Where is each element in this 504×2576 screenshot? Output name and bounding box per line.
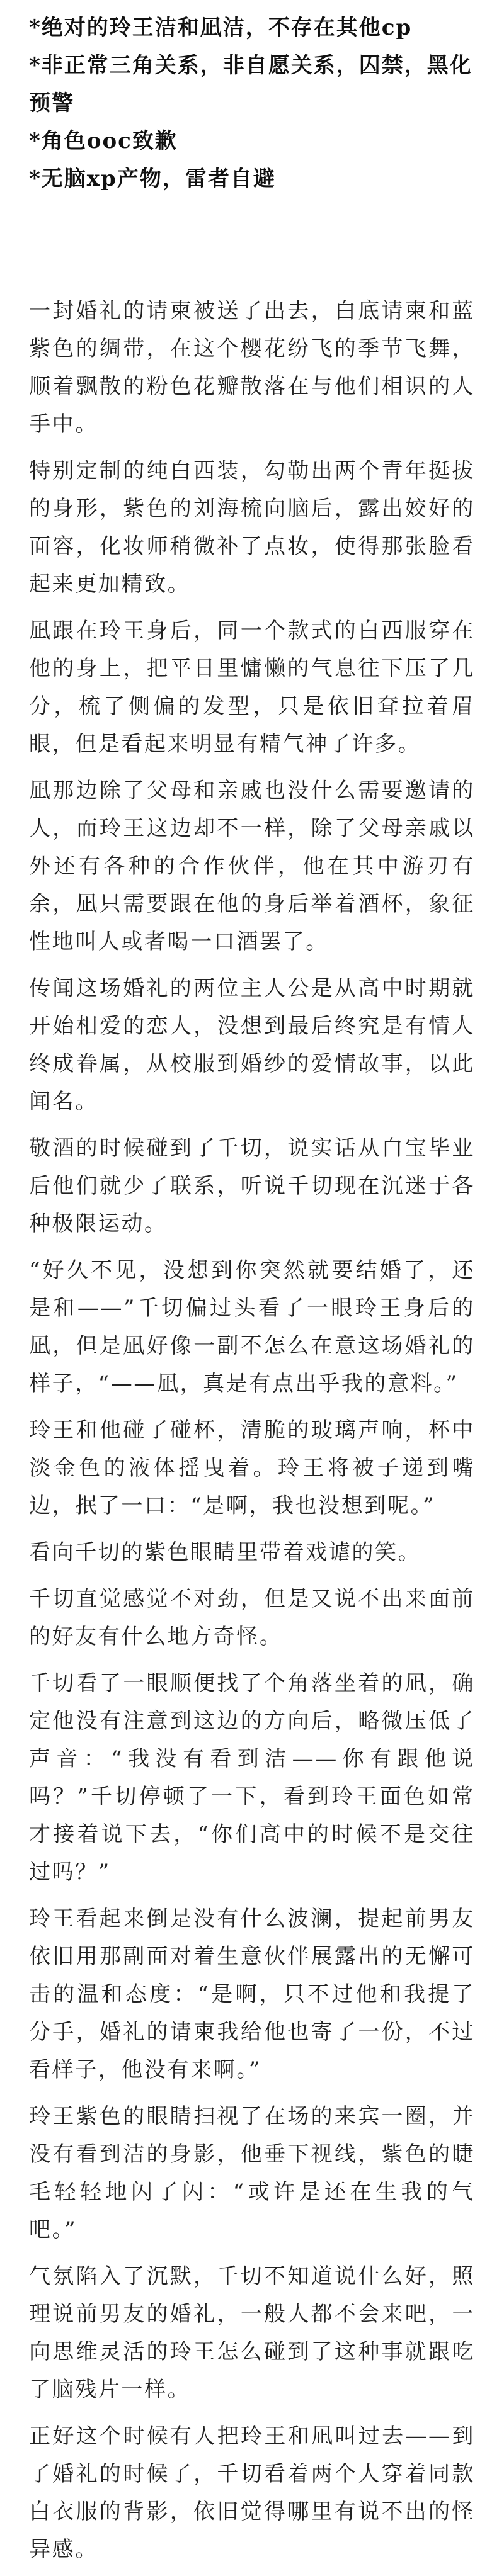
story-paragraph: 玲王和他碰了碰杯，清脆的玻璃声响，杯中淡金色的液体摇曳着。玲王将被子递到嘴边，抿了一口：“是啊，我也没想到呢。” bbox=[29, 1418, 475, 1518]
story-paragraph: 正好这个时候有人把玲王和凪叫过去——到了婚礼的时候了，千切看着两个人穿着同款白衣服的背影，依旧觉得哪里有说不出的怪异感。 bbox=[29, 2424, 475, 2562]
story-paragraph: 玲王紫色的眼睛扫视了在场的来宾一圈，并没有看到洁的身影，他垂下视线，紫色的睫毛轻轻地闪了闪：“或许是还在生我的气吧。” bbox=[29, 2104, 475, 2242]
story-paragraph: 一封婚礼的请柬被送了出去，白底请柬和蓝紫色的绸带，在这个樱花纷飞的季节飞舞，顺着飘散的粉色花瓣散落在与他们相识的人手中。 bbox=[29, 298, 475, 437]
story-paragraph: 玲王看起来倒是没有什么波澜，提起前男友依旧用那副面对着生意伙伴展露出的无懈可击的温和态度：“是啊，只不过他和我提了分手，婚礼的请柬我给他也寄了一份，不过看样子，他没有来啊。” bbox=[29, 1906, 475, 2082]
story-paragraph: 凪跟在玲王身后，同一个款式的白西服穿在他的身上，把平日里慵懒的气息往下压了几分，梳了侧偏的发型，只是依旧耷拉着眉眼，但是看起来明显有精气神了许多。 bbox=[29, 618, 475, 757]
story-paragraph: 敬酒的时候碰到了千切，说实话从白宝毕业后他们就少了联系，听说千切现在沉迷于各种极限运动。 bbox=[29, 1136, 475, 1236]
warning-item: *角色ooc致歉 bbox=[29, 128, 178, 154]
story-paragraph: 传闻这场婚礼的两位主人公是从高中时期就开始相爱的恋人，没想到最后终究是有情人终成眷属，从校服到婚纱的爱情故事，以此闻名。 bbox=[29, 976, 475, 1114]
story-paragraph: 看向千切的紫色眼睛里带着戏谑的笑。 bbox=[29, 1540, 421, 1565]
warning-list bbox=[29, 9, 475, 198]
story-paragraph: 凪那边除了父母和亲戚也没什么需要邀请的人，而玲王这边却不一样，除了父母亲戚以外还有各种的合作伙伴，他在其中游刃有余，凪只需要跟在他的身后举着酒杯，象征性地叫人或者喝一口酒罢了。 bbox=[29, 778, 475, 954]
story-paragraph: 千切看了一眼顺便找了个角落坐着的凪，确定他没有注意到这边的方向后，略微压低了声音：“我没有看到洁——你有跟他说吗？”千切停顿了一下，看到玲王面色如常才接着说下去，“你们高中的时候不是交往过吗？” bbox=[29, 1671, 475, 1885]
story-paragraph: 特别定制的纯白西装，勾勒出两个青年挺拔的身形，紫色的刘海梳向脑后，露出姣好的面容，化妆师稍微补了点妆，使得那张脸看起来更加精致。 bbox=[29, 458, 475, 597]
story-paragraph: 千切直觉感觉不对劲，但是又说不出来面前的好友有什么地方奇怪。 bbox=[29, 1586, 475, 1649]
story-body bbox=[29, 292, 475, 2568]
warning-item: *无脑xp产物，雷者自避 bbox=[29, 166, 276, 191]
warning-item: *非正常三角关系，非自愿关系，囚禁，黑化预警 bbox=[29, 53, 472, 116]
story-paragraph: 气氛陷入了沉默，千切不知道说什么好，照理说前男友的婚礼，一般人都不会来吧，一向思维灵活的玲王怎么碰到了这种事就跟吃了脑残片一样。 bbox=[29, 2264, 475, 2402]
warning-item: *绝对的玲王洁和凪洁，不存在其他cp bbox=[29, 15, 413, 40]
story-paragraph: “好久不见，没想到你突然就要结婚了，还是和——”千切偏过头看了一眼玲王身后的凪，但是凪好像一副不怎么在意这场婚礼的样子，“——凪，真是有点出乎我的意料。” bbox=[29, 1258, 475, 1396]
